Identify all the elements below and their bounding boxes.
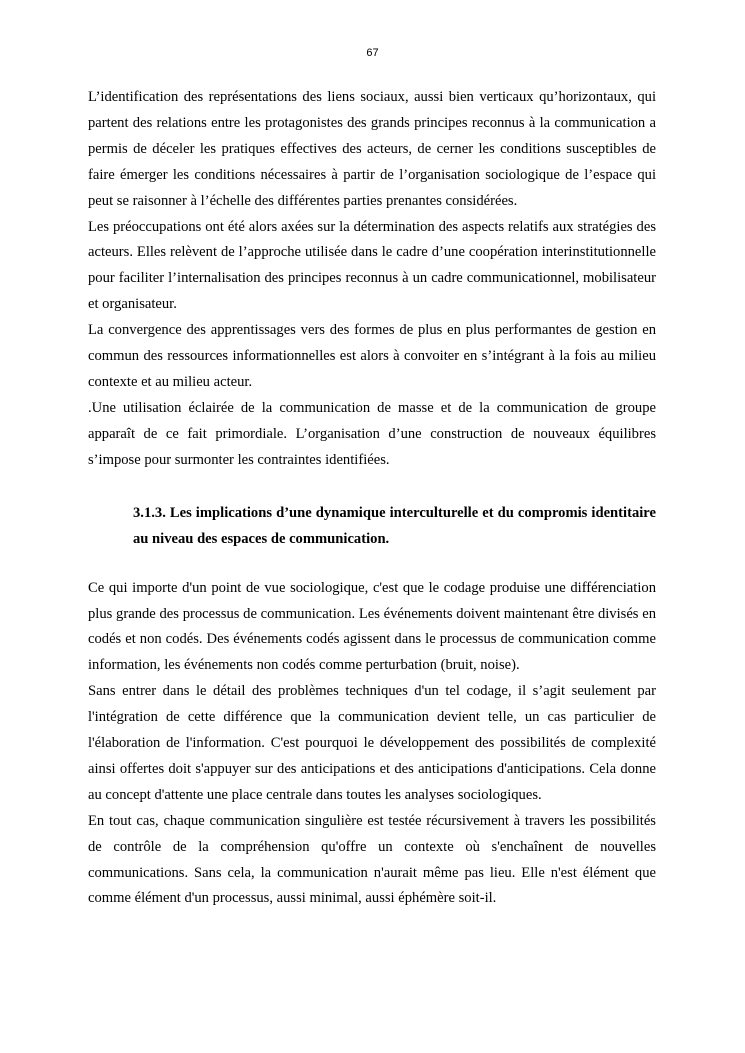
paragraph: La convergence des apprentissages vers des formes de plus en plus performantes de gestion en commun des ressources informationnelles est alors à convoiter en s’intégrant à la fois au milieu contexte et au milieu acteur. <box>88 322 656 390</box>
paragraph: L’identification des représentations des liens sociaux, aussi bien verticaux qu’horizontaux, qui partent des relations entre les protagonistes des grands principes reconnus à la communication a permis de déceler les pratiques effectives des acteurs, de cerner les conditions susceptibles de faire émerger les conditions nécessaires à partir de l’organisation sociologique de l’espace qui peut se raisonner à l’échelle des différentes parties prenantes considérées. <box>88 89 656 209</box>
paragraph: .Une utilisation éclairée de la communication de masse et de la communication de groupe apparaît de ce fait primordiale. L’organisation d’une construction de nouveaux équilibres s’impose pour surmonter les contraintes identifiées. <box>88 399 656 468</box>
blank-line <box>88 474 656 500</box>
paragraph: Les préoccupations ont été alors axées sur la détermination des aspects relatifs aux stratégies des acteurs. Elles relèvent de l’approche utilisée dans le cadre d’une coopération interinstitutionnelle pour faciliter l’internalisation des principes reconnus à un cadre communicationnel, mobilisateur et organisateur. <box>88 218 656 313</box>
paragraph: Ce qui importe d'un point de vue sociologique, c'est que le codage produise une différenciation plus grande des processus de communication. Les événements doivent maintenant être divisés en codés et non codés. Des événements codés agissent dans le processus de communication comme information, les événements non codés comme perturbation (bruit, noise). <box>88 579 656 674</box>
paragraph: Sans entrer dans le détail des problèmes techniques d'un tel codage, il s’agit seulement par l'intégration de cette différence que la communication devient telle, un cas particulier de l'élaboration de l'information. C'est pourquoi le développement des possibilités de complexité ainsi offertes doit s'appuyer sur des anticipations et des anticipations d'anticipations. Cela donne au concept d'attente une place centrale dans toutes les analyses sociologiques. <box>88 683 656 803</box>
page-number: 67 <box>366 47 379 59</box>
document-body <box>88 85 656 912</box>
section-heading: 3.1.3. Les implications d’une dynamique interculturelle et du compromis identitaire au niveau des espaces de communication. <box>133 504 656 547</box>
blank-line <box>88 552 656 576</box>
paragraph: En tout cas, chaque communication singulière est testée récursivement à travers les possibilités de contrôle de la compréhension qu'offre un contexte où s'enchaînent de nouvelles communications. Sans cela, la communication n'aurait même pas lieu. Elle n'est élément que comme élément d'un processus, aussi minimal, aussi éphémère soit-il. <box>88 812 656 907</box>
